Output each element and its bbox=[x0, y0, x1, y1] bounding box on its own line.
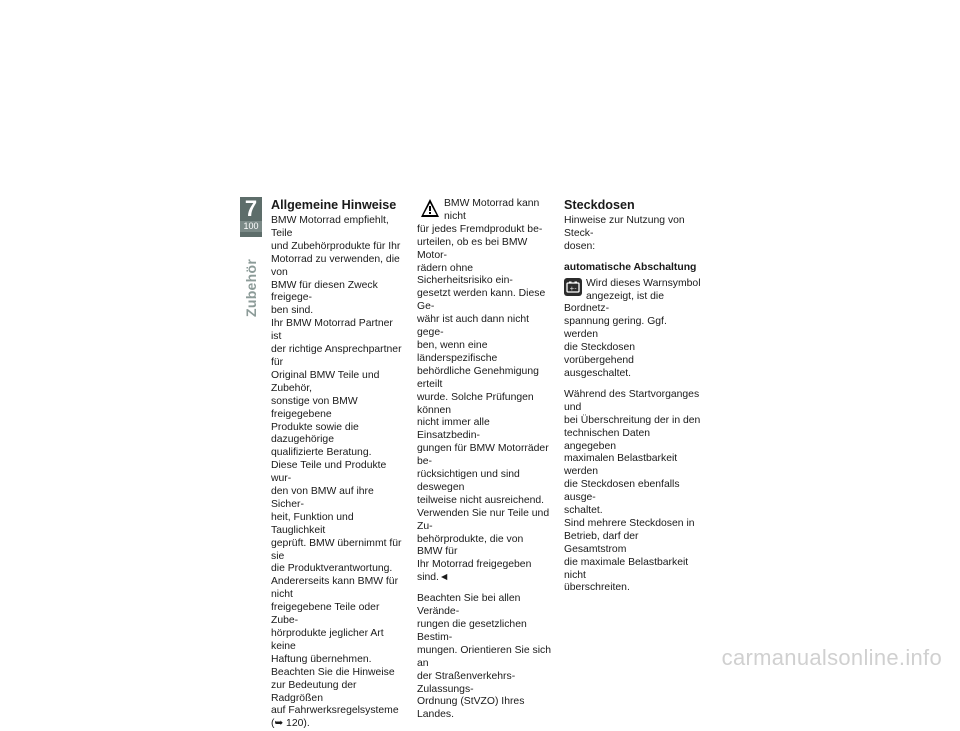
general-notes-text bbox=[271, 215, 405, 731]
svg-text:+-: +- bbox=[569, 285, 577, 293]
text-line: (➥ 120). bbox=[271, 718, 310, 730]
text-line: teilweise nicht ausreichend. bbox=[417, 494, 545, 506]
text-line: rungen die gesetzlichen Bestim- bbox=[417, 619, 527, 643]
text-line: Ordnung (StVZO) Ihres Landes. bbox=[417, 696, 525, 721]
text-line: zur Bedeutung der Radgrößen bbox=[271, 679, 357, 704]
text-line: technischen Daten angegeben bbox=[564, 427, 651, 452]
text-line: die Steckdosen ebenfalls ausge- bbox=[564, 479, 680, 504]
text-line: Während des Startvorganges und bbox=[564, 388, 700, 413]
text-line: währ ist auch dann nicht gege- bbox=[417, 314, 530, 339]
text-line: Andererseits kann BMW für nicht bbox=[271, 576, 399, 601]
text-line: Verwenden Sie nur Teile und Zu- bbox=[417, 507, 550, 532]
text-line: den von BMW auf ihre Sicher- bbox=[271, 486, 374, 510]
text-line: Original BMW Teile und Zubehör, bbox=[271, 369, 380, 394]
column-general-notes bbox=[271, 198, 405, 731]
text-line: für jedes Fremdprodukt be- bbox=[417, 223, 543, 235]
text-line: Produkte sowie die dazugehörige bbox=[271, 421, 359, 446]
text-line: geprüft. BMW übernimmt für sie bbox=[271, 537, 402, 562]
text-line: Motorrad zu verwenden, die von bbox=[271, 253, 400, 278]
text-line: der richtige Ansprechpartner für bbox=[271, 344, 402, 368]
text-line: die maximale Belastbarkeit nicht bbox=[564, 556, 689, 581]
text-line: Betrieb, darf der Gesamtstrom bbox=[564, 530, 639, 555]
text-line: behördliche Genehmigung erteilt bbox=[417, 365, 539, 390]
text-line: BMW für diesen Zweck freigege- bbox=[271, 279, 378, 304]
text-line: freigegebene Teile oder Zube- bbox=[271, 602, 380, 627]
text-line: der Straßenverkehrs-Zulassungs- bbox=[417, 670, 516, 695]
text-line: hörprodukte jeglicher Art keine bbox=[271, 628, 384, 652]
text-line: Ihr Motorrad freigegeben sind.◄ bbox=[417, 559, 532, 584]
section-title-general: Allgemeine Hinweise bbox=[271, 198, 397, 212]
text-line: rücksichtigen und sind deswegen bbox=[417, 469, 520, 493]
text-line: überschreiten. bbox=[564, 582, 630, 594]
auto-shutoff-head bbox=[564, 278, 702, 317]
text-line: schaltet. bbox=[564, 505, 603, 517]
text-line: maximalen Belastbarkeit werden bbox=[564, 453, 678, 478]
text-line: spannung gering. Ggf. werden bbox=[564, 316, 667, 341]
text-line: und Zubehörprodukte für Ihr bbox=[271, 240, 401, 252]
text-line: die Steckdosen vorübergehend bbox=[564, 342, 636, 367]
auto-shutoff-text bbox=[564, 316, 702, 381]
column-sockets bbox=[564, 198, 702, 595]
column-warning bbox=[417, 198, 551, 722]
chapter-number: 7 bbox=[244, 196, 258, 221]
text-line: wurde. Solche Prüfungen können bbox=[417, 391, 534, 416]
chapter-name: Zubehör bbox=[243, 258, 259, 317]
watermark: carmanualsonline.info bbox=[721, 645, 942, 670]
text-line: BMW Motorrad kann nicht bbox=[444, 198, 540, 222]
text-line: ausgeschaltet. bbox=[564, 367, 632, 379]
text-line: ben, wenn eine länderspezifische bbox=[417, 339, 498, 364]
sockets-load-text bbox=[564, 389, 702, 596]
text-line: die Produktverantwortung. bbox=[271, 563, 393, 575]
warning-text bbox=[417, 237, 551, 585]
regulation-text bbox=[417, 593, 551, 722]
text-line: bei Überschreitung der in den bbox=[564, 414, 701, 426]
text-line: BMW Motorrad empfiehlt, Teile bbox=[271, 215, 389, 239]
text-line: Haftung übernehmen. bbox=[271, 653, 372, 665]
text-line: Beachten Sie bei allen Verände- bbox=[417, 593, 521, 618]
sockets-intro bbox=[564, 215, 702, 254]
warning-icon bbox=[420, 198, 440, 218]
text-line: Sind mehrere Steckdosen in bbox=[564, 517, 695, 529]
text-line: behörprodukte, die von BMW für bbox=[417, 533, 524, 558]
text-line: dosen: bbox=[564, 240, 596, 252]
chapter-box bbox=[240, 197, 262, 237]
text-line: Diese Teile und Produkte wur- bbox=[271, 460, 387, 485]
text-line: rädern ohne Sicherheitsrisiko ein- bbox=[417, 262, 513, 287]
text-line: mungen. Orientieren Sie sich an bbox=[417, 644, 551, 669]
text-line: sonstige von BMW freigegebene bbox=[271, 395, 358, 420]
text-line: gesetzt werden kann. Diese Ge- bbox=[417, 288, 546, 313]
text-line: Beachten Sie die Hinweise bbox=[271, 666, 395, 678]
text-line: nicht immer alle Einsatzbedin- bbox=[417, 417, 490, 442]
section-title-sockets: Steckdosen bbox=[564, 198, 635, 212]
text-line: Ihr BMW Motorrad Partner ist bbox=[271, 318, 393, 343]
battery-warning-icon bbox=[564, 278, 582, 296]
text-line: ben sind. bbox=[271, 305, 314, 317]
warning-block bbox=[417, 198, 551, 237]
text-line: urteilen, ob es bei BMW Motor- bbox=[417, 236, 528, 261]
text-line: Hinweise zur Nutzung von Steck- bbox=[564, 215, 685, 239]
text-line: qualifizierte Beratung. bbox=[271, 447, 372, 459]
text-line: heit, Funktion und Tauglichkeit bbox=[271, 511, 354, 536]
page-number: 100 bbox=[240, 221, 262, 232]
text-line: gungen für BMW Motorräder be- bbox=[417, 443, 549, 468]
text-line: angezeigt, ist die Bordnetz- bbox=[564, 290, 664, 315]
text-line: auf Fahrwerksregelsysteme bbox=[271, 705, 399, 717]
text-line: Wird dieses Warnsymbol bbox=[586, 277, 701, 289]
subhead-auto-shutoff: automatische Abschaltung bbox=[564, 261, 697, 273]
